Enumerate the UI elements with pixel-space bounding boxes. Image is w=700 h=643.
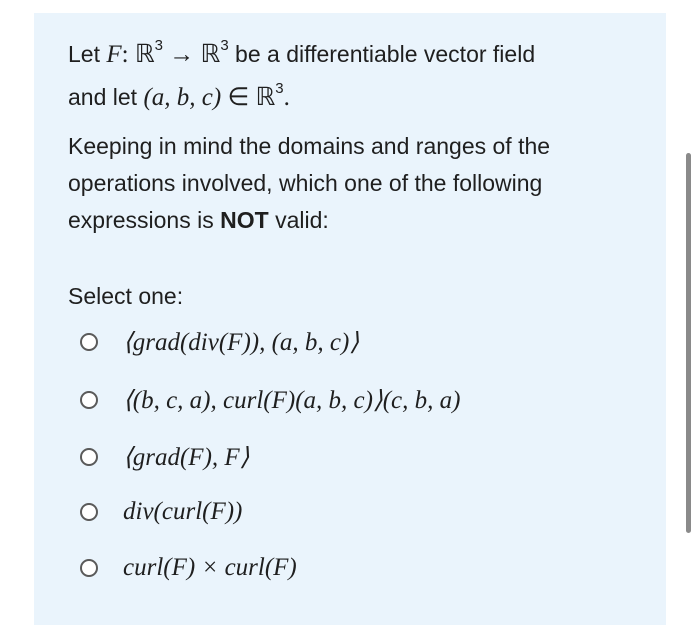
question-text: be a differentiable vector field bbox=[228, 41, 536, 67]
question-text: expressions is bbox=[68, 207, 221, 233]
option-label[interactable]: div(curl(F)) bbox=[123, 498, 243, 525]
radio-button[interactable] bbox=[80, 503, 98, 521]
question-paragraph bbox=[68, 128, 550, 239]
option-label[interactable]: ⟨grad(F), F⟩ bbox=[123, 444, 250, 471]
answer-option-4[interactable] bbox=[80, 494, 242, 530]
answer-option-1[interactable] bbox=[80, 324, 359, 360]
math-exponent: 3 bbox=[220, 37, 229, 54]
question-line-1 bbox=[68, 36, 535, 73]
math-reals: ℝ bbox=[255, 84, 276, 111]
question-line-2 bbox=[68, 79, 290, 116]
option-label[interactable]: ⟨(b, c, a), curl(F)(a, b, c)⟩(c, b, a) bbox=[123, 387, 461, 414]
math-reals: ℝ bbox=[200, 41, 221, 68]
radio-button[interactable] bbox=[80, 559, 98, 577]
math-colon: : bbox=[121, 41, 135, 68]
select-one-label: Select one: bbox=[68, 283, 184, 309]
scrollbar[interactable] bbox=[686, 153, 691, 533]
math-period: . bbox=[283, 84, 290, 111]
answer-option-5[interactable] bbox=[80, 550, 297, 586]
question-text: and let bbox=[68, 84, 144, 110]
question-text: valid: bbox=[268, 207, 329, 233]
answer-option-2[interactable] bbox=[80, 382, 460, 418]
math-exponent: 3 bbox=[154, 37, 164, 54]
math-F: F bbox=[106, 41, 122, 68]
math-reals: ℝ bbox=[134, 41, 155, 68]
option-label[interactable]: curl(F) × curl(F) bbox=[123, 554, 297, 581]
math-tuple: (a, b, c) bbox=[143, 84, 222, 111]
radio-button[interactable] bbox=[80, 448, 98, 466]
radio-button[interactable] bbox=[80, 333, 98, 351]
math-exponent: 3 bbox=[275, 80, 284, 97]
emphasis-not: NOT bbox=[220, 207, 269, 233]
question-para-line bbox=[68, 202, 550, 239]
question-para-line: operations involved, which one of the following bbox=[68, 170, 543, 196]
math-element-of: ∈ bbox=[221, 84, 256, 111]
radio-button[interactable] bbox=[80, 391, 98, 409]
question-text: Let bbox=[68, 41, 107, 67]
answer-option-3[interactable] bbox=[80, 439, 249, 475]
math-arrow: → bbox=[163, 41, 201, 68]
question-para-line: Keeping in mind the domains and ranges of the bbox=[68, 133, 551, 159]
option-label[interactable]: ⟨grad(div(F)), (a, b, c)⟩ bbox=[123, 329, 360, 356]
